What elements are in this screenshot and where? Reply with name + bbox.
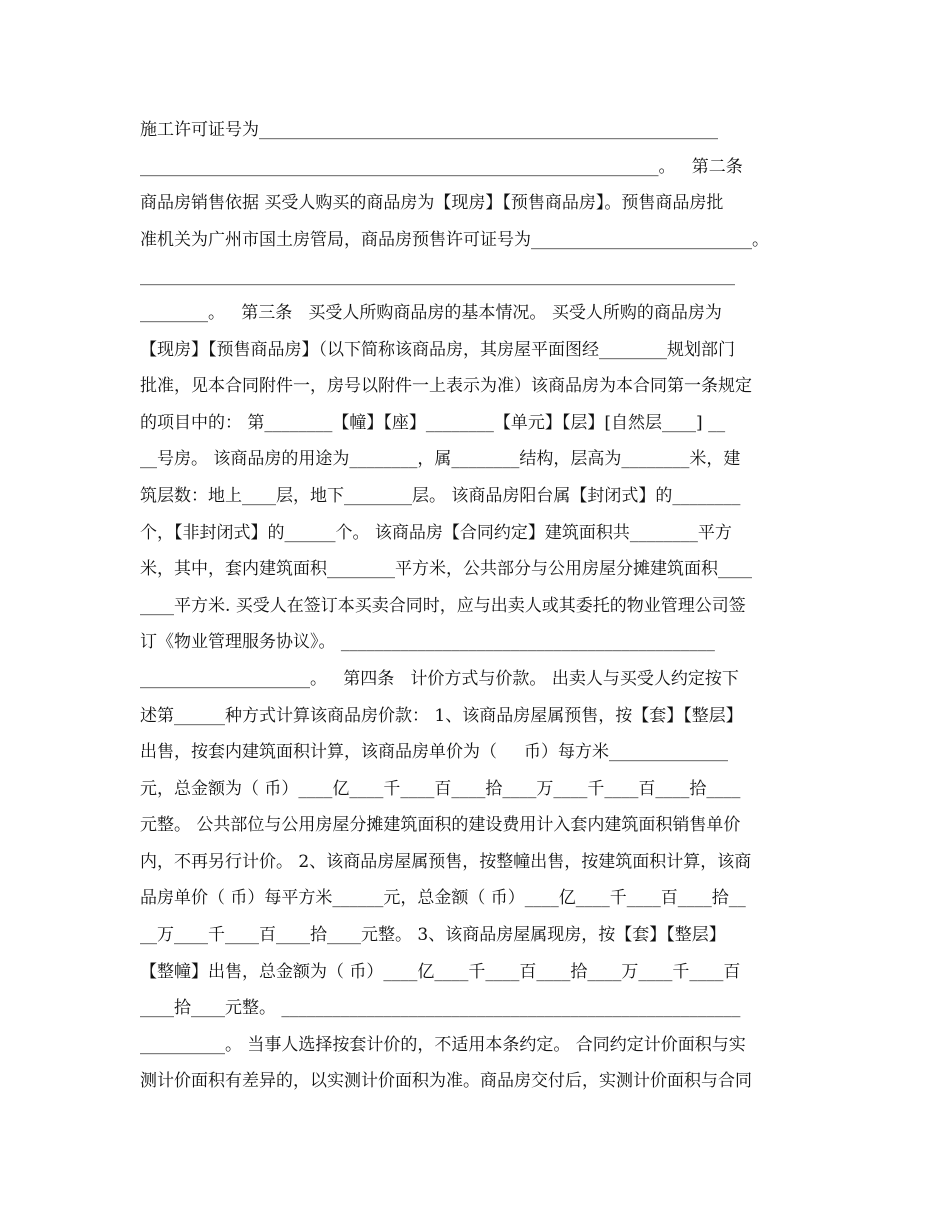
- text-line: 元整。 公共部位与公用房屋分摊建筑面积的建设费用计入套内建筑面积销售单价: [140, 815, 741, 836]
- text-line: 个，【非封闭式】的______个。 该商品房【合同约定】建筑面积共________平方: [140, 522, 732, 543]
- text-line: 【现房】【预售商品房】（以下简称该商品房，其房屋平面图经________规划部门: [140, 339, 735, 360]
- text-line: 内，不再另行计价。 2、该商品房屋属预售，按整幢出售，按建筑面积计算，该商: [140, 851, 752, 872]
- text-line: 米，其中，套内建筑面积________平方米，公共部分与公用房屋分摊建筑面积____: [140, 559, 752, 580]
- text-line: _____________________________________________________________。 第二条: [140, 156, 743, 177]
- text-line: 出售，按套内建筑面积计算，该商品房单价为（ 币）每方米______________: [140, 742, 729, 763]
- text-line: 的项目中的： 第________【幢】【座】________【单元】【层】[自然层____] __: [140, 412, 726, 433]
- text-line: __万____千____百____拾____元整。 3、该商品房屋属现房，按【套】【整层】: [140, 925, 726, 946]
- text-line: 述第______种方式计算该商品房价款： 1、该商品房屋属预售，按【套】【整层】: [140, 705, 743, 726]
- text-line: 批准，见本合同附件一，房号以附件一上表示为准）该商品房为本合同第一条规定: [140, 376, 752, 397]
- text-line: ____________________。 第四条 计价方式与价款。 出卖人与买受人约定按下: [140, 668, 739, 689]
- text-line: 测计价面积有差异的，以实测计价面积为准。商品房交付后，实测计价面积与合同: [140, 1071, 752, 1092]
- text-line: ____平方米. 买受人在签订本买卖合同时，应与出卖人或其委托的物业管理公司签: [140, 595, 746, 616]
- text-line: 订《物业管理服务协议》。 ____________________________________________: [140, 632, 715, 653]
- text-line: 元，总金额为（ 币）____亿____千____百____拾____万____千____百____拾____: [140, 778, 741, 799]
- text-line: __号房。 该商品房的用途为________，属________结构，层高为________米，建: [140, 449, 741, 470]
- text-line: 【整幢】出售，总金额为（ 币）____亿____千____百____拾____万____千____百: [140, 961, 741, 982]
- text-line: ________。 第三条 买受人所购商品房的基本情况。 买受人所购的商品房为: [140, 302, 722, 323]
- text-line: 施工许可证号为______________________________________________________: [140, 120, 718, 140]
- text-line: 筑层数：地上____层，地下________层。 该商品房阳台属【封闭式】的________: [140, 485, 741, 506]
- text-line: 准机关为广州市国土房管局，商品房预售许可证号为__________________________。: [140, 229, 769, 250]
- text-line: ______________________________________________________________________: [140, 266, 735, 287]
- text-line: __________。 当事人选择按套计价的，不适用本条约定。 合同约定计价面积与实: [140, 1034, 746, 1055]
- text-line: 商品房销售依据 买受人购买的商品房为【现房】【预售商品房】。预售商品房批: [140, 193, 724, 214]
- text-line: 品房单价（ 币）每平方米______元，总金额（ 币）____亿____千____百____拾__: [140, 888, 746, 909]
- contract-body: [140, 112, 812, 1100]
- text-line: ____拾____元整。 ______________________________________________________: [140, 998, 741, 1019]
